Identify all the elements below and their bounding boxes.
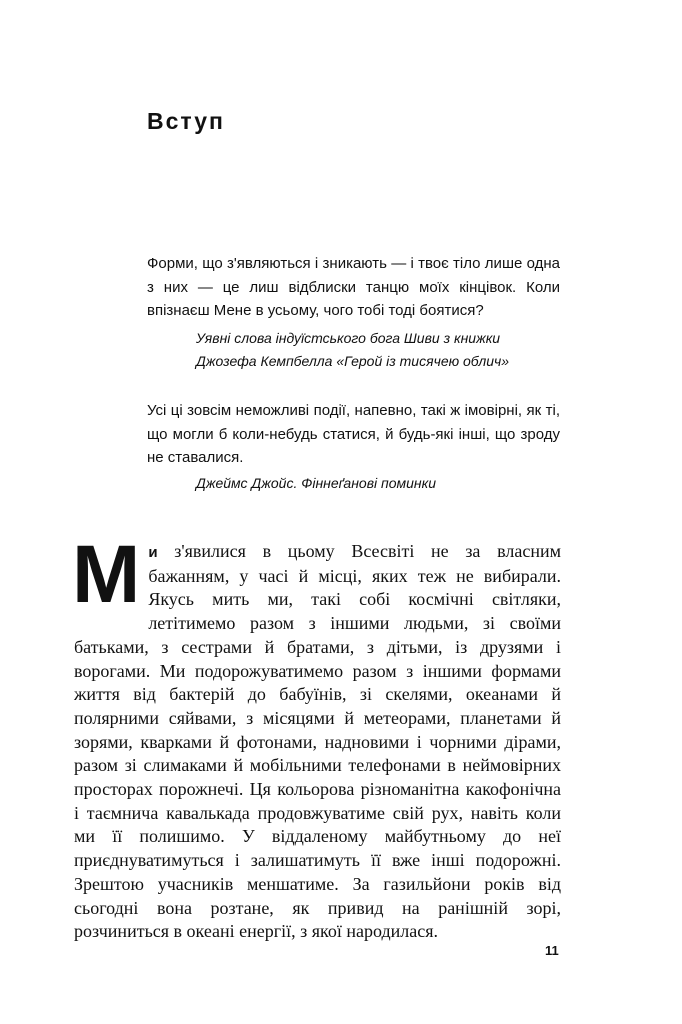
body-text: з'явилися в цьому Всесвіті не за власним бажанням, у часі й місці, яких теж не вибирали. Якусь мить ми, такі собі космічні світляки, летітимемо разом з іншими людьми, зі своїми батьками, з сестрами й братами, з дітьми, із друзями і ворогами. Ми подорожуватимемо разом з іншими формами життя від бактерій до бабуїнів, зі скелями, океанами й полярними сяйвами, з місяцями й метеорами, планетами й зорями, кварками й фотонами, надновими і чорними дірами, разом зі слимаками й мобільними телефонами в неймовірних просторах порожнечі. Ця кольорова різноманітна какофонічна і таємнича кавалькада продовжуватиме свій рух, навіть коли ми її полишимо. У віддаленому майбутньому до неї приєднуватимуться і залишатимуть її вже інші подорожні. Зрештою учасників меншатиме. За газильйони років від сьогодні вона розтане, як привид на ранішній зорі, розчиниться в океані енергії, з якої народилася. xyxy=(74,541,561,942)
chapter-title: Вступ xyxy=(147,108,225,134)
epigraph-2-text: Усі ці зовсім неможливі події, напевно, такі ж імовірні, як ті, що могли б коли-небудь статися, й будь-які інші, що зроду не ставалися. xyxy=(147,402,560,466)
epigraph-2-attribution-line: Джеймс Джойс. Фіннеґанові поминки xyxy=(196,475,436,491)
epigraph-1-attribution-line: Уявні слова індуїстського бога Шиви з книжки xyxy=(196,330,501,346)
page-number: 11 xyxy=(545,943,559,958)
body-paragraph xyxy=(72,529,561,944)
epigraph-1-text: Форми, що з'являються і зникають — і твоє тіло лише одна з них — це лиш відблиски танцю моїх кінцівок. Коли впізнаєш Мене в усьому, чого тобі тоді боятися? xyxy=(147,255,560,319)
epigraph-1 xyxy=(147,252,560,323)
epigraph-1-attribution xyxy=(196,327,509,373)
epigraph-2-attribution xyxy=(196,472,436,495)
epigraph-2 xyxy=(147,399,560,470)
drop-cap: М xyxy=(72,529,141,620)
epigraph-1-attribution-line: Джозефа Кемпбелла «Герой із тисячею облич» xyxy=(196,353,510,369)
first-word: и xyxy=(148,544,158,561)
